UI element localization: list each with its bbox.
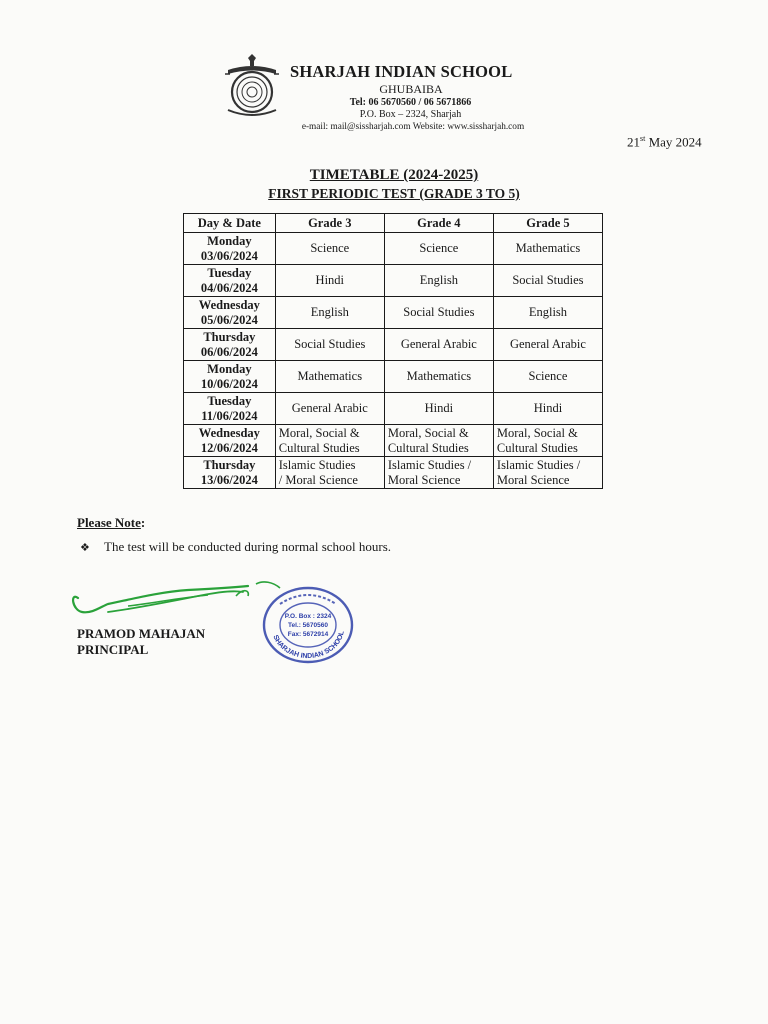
subject-cell: English — [275, 297, 384, 329]
diamond-bullet-icon: ❖ — [80, 542, 90, 554]
table-row — [184, 361, 603, 393]
stamp-line: P.O. Box : 2324 — [284, 613, 332, 620]
table-header-row — [184, 214, 603, 233]
subject-cell: Islamic Studies / Moral Science — [493, 457, 602, 489]
table-row — [184, 297, 603, 329]
school-name: SHARJAH INDIAN SCHOOL — [290, 62, 513, 81]
stamp-ring-text: SHARJAH INDIAN SCHOOL — [271, 630, 346, 661]
column-header: Day & Date — [184, 214, 276, 233]
note-item: ❖ The test will be conducted during normal school hours. — [80, 539, 392, 554]
subject-cell: Mathematics — [493, 233, 602, 265]
day-date-cell: Thursday 06/06/2024 — [184, 329, 276, 361]
signatory-title: PRINCIPAL — [77, 642, 149, 657]
table-row — [184, 393, 603, 425]
subject-cell: Moral, Social & Cultural Studies — [493, 425, 602, 457]
column-header: Grade 3 — [275, 214, 384, 233]
day-date-cell: Tuesday 11/06/2024 — [184, 393, 276, 425]
stamp-line: Tel.: 5670560 — [288, 622, 328, 629]
stamp-line: Fax: 5672914 — [287, 631, 329, 638]
subject-cell: Social Studies — [493, 265, 602, 297]
subject-cell: Mathematics — [275, 361, 384, 393]
timetable-title: TIMETABLE (2024-2025) — [309, 167, 479, 183]
subject-cell: General Arabic — [384, 329, 493, 361]
school-crest-icon — [222, 52, 282, 118]
day-date-cell: Monday 10/06/2024 — [184, 361, 276, 393]
signatory-name: PRAMOD MAHAJAN — [77, 626, 206, 641]
subject-cell: Social Studies — [275, 329, 384, 361]
school-telephone: Tel: 06 5670560 / 06 5671866 — [349, 97, 472, 108]
subject-cell: Moral, Social & Cultural Studies — [384, 425, 493, 457]
school-seal-icon — [262, 586, 354, 664]
table-row — [184, 457, 603, 489]
day-date-cell: Monday 03/06/2024 — [184, 233, 276, 265]
day-date-cell: Wednesday 12/06/2024 — [184, 425, 276, 457]
subject-cell: Science — [384, 233, 493, 265]
subject-cell: Hindi — [275, 265, 384, 297]
subject-cell: General Arabic — [493, 329, 602, 361]
subject-cell: Islamic Studies / Moral Science — [275, 457, 384, 489]
table-row — [184, 265, 603, 297]
subject-cell: English — [384, 265, 493, 297]
subject-cell: General Arabic — [275, 393, 384, 425]
note-heading: Please Note: — [77, 515, 146, 530]
school-contact: e-mail: mail@sissharjah.com Website: www.sissharjah.com — [301, 122, 525, 132]
handwritten-signature — [68, 578, 288, 628]
table-row — [184, 329, 603, 361]
subject-cell: Social Studies — [384, 297, 493, 329]
subject-cell: Moral, Social & Cultural Studies — [275, 425, 384, 457]
exam-timetable — [183, 213, 603, 489]
subject-cell: English — [493, 297, 602, 329]
subject-cell: Hindi — [384, 393, 493, 425]
table-row — [184, 425, 603, 457]
column-header: Grade 4 — [384, 214, 493, 233]
subject-cell: Science — [493, 361, 602, 393]
subject-cell: Hindi — [493, 393, 602, 425]
document-date: 21st May 2024 — [627, 134, 702, 150]
subject-cell: Science — [275, 233, 384, 265]
timetable-subtitle: FIRST PERIODIC TEST (GRADE 3 TO 5) — [268, 186, 520, 201]
day-date-cell: Tuesday 04/06/2024 — [184, 265, 276, 297]
school-po-box: P.O. Box – 2324, Sharjah — [359, 109, 462, 120]
subject-cell: Islamic Studies / Moral Science — [384, 457, 493, 489]
column-header: Grade 5 — [493, 214, 602, 233]
school-locality: GHUBAIBA — [379, 82, 443, 96]
day-date-cell: Thursday 13/06/2024 — [184, 457, 276, 489]
subject-cell: Mathematics — [384, 361, 493, 393]
table-row — [184, 233, 603, 265]
day-date-cell: Wednesday 05/06/2024 — [184, 297, 276, 329]
